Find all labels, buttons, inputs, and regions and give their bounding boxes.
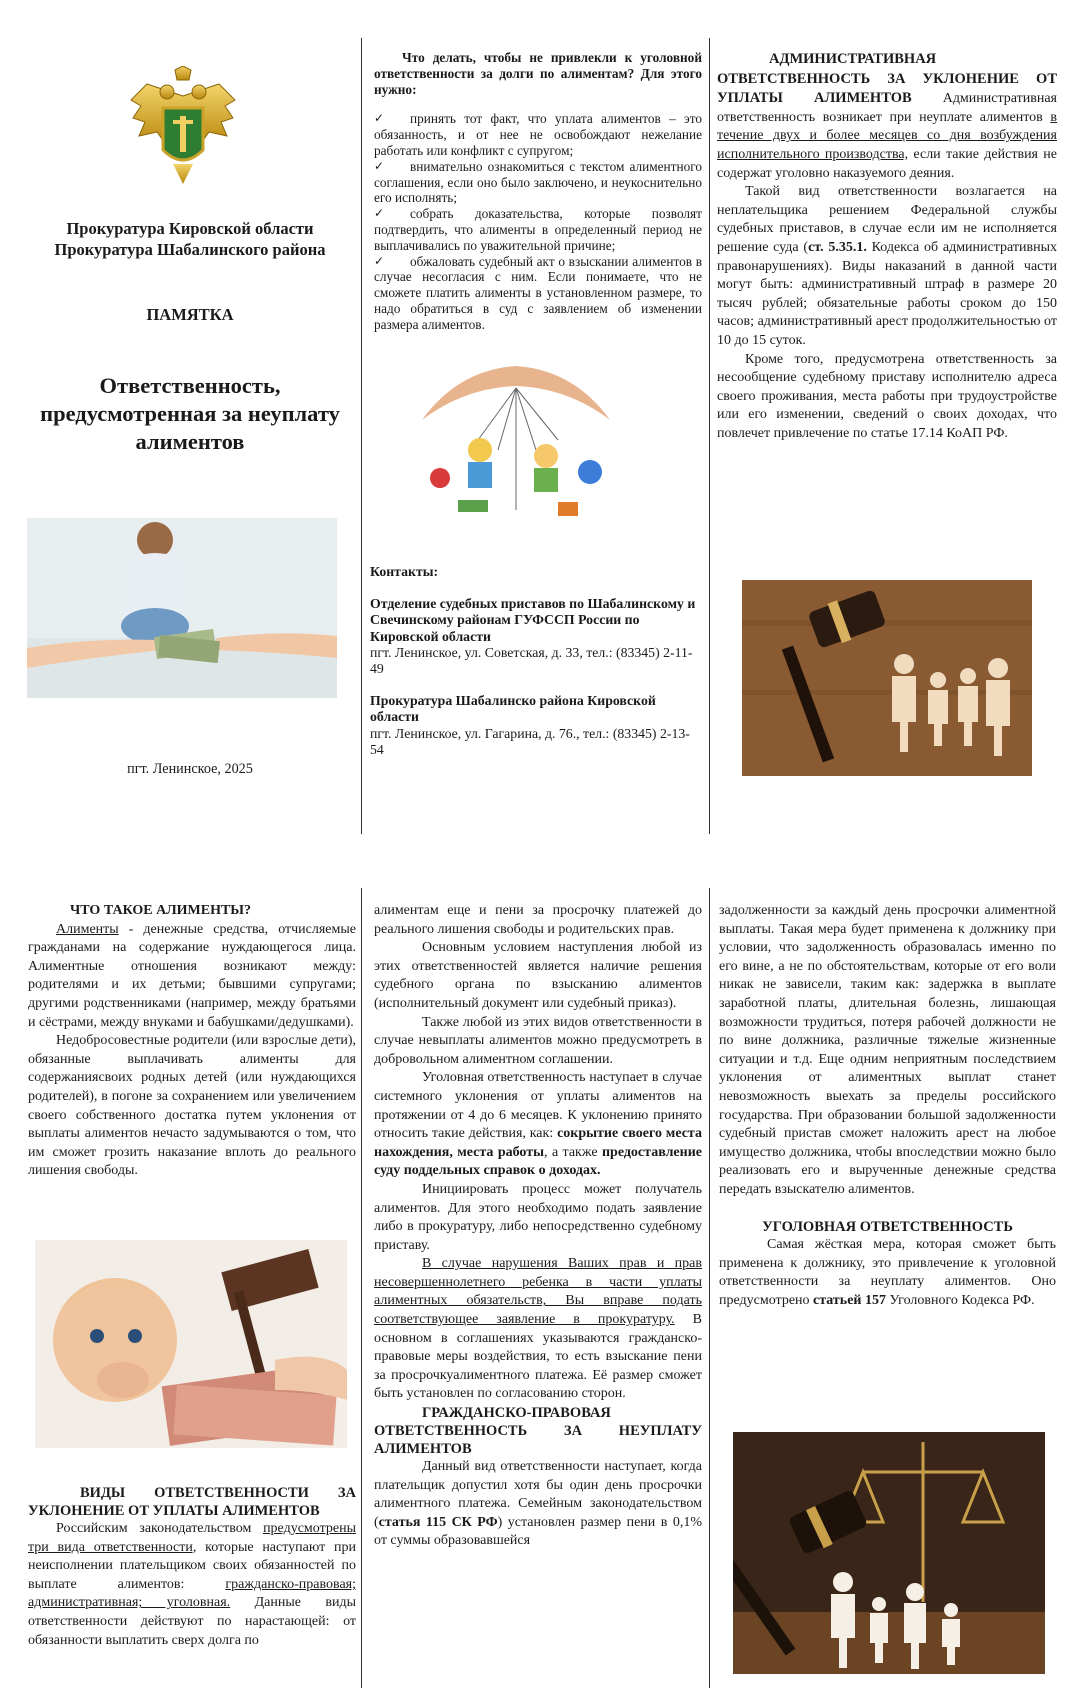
- child-money-photo: [27, 518, 337, 698]
- what-paragraph-2: Недобросовестные родители (или взрослые дети), обязанные выплачивать алименты для содержаниясвоих родных детей (или нуждающихся родителей), в погоне за сохранением или увеличением своего собственного достатка путем уклонения от выплаты алиментов нечасто задумываются о том, что им сможет грозить наказание вплоть до реального лишения свободы.: [28, 1033, 356, 1179]
- middle-paragraph-4: Инициировать процесс может получатель алиментов. Для этого необходимо подать заявление либо в прокуратуру, либо непосредственно судебному приставу.: [374, 1181, 702, 1253]
- middle-paragraph-0: алиментам еще и пени за просрочку платежей до реального лишения свободы и родительских прав.: [374, 903, 702, 937]
- middle-paragraph-5: В случае нарушения Ваших прав и прав несовершеннолетнего ребенка в части уплаты алиментных обязательств, Вы вправе подать соответствующее заявление в прокуратуру. В основном в соглашениях указываются гражданско-правовые меры воздействия, то есть взыскание пени за просрочкуалиментного платежа. Её размер сможет быть установлен по согласованию сторон.: [374, 1256, 702, 1402]
- what-heading: ЧТО ТАКОЕ АЛИМЕНТЫ?: [70, 903, 252, 918]
- civil-heading: ГРАЖДАНСКО-ПРАВОВАЯ ОТВЕТСТВЕННОСТЬ ЗА НЕУПЛАТУ АЛИМЕНТОВ: [374, 1405, 702, 1458]
- org-line-1: Прокуратура Кировской области: [66, 219, 314, 238]
- contact-org-name: Отделение судебных приставов по Шабалинскому и Свечинскому районам ГУФССП России по Кировской области: [370, 596, 696, 644]
- cover-title: Ответственность, предусмотренная за неуплату алиментов: [40, 373, 340, 454]
- column-divider: [709, 888, 710, 1688]
- admin-paragraph-3: Кроме того, предусмотрена ответственность за несообщение судебному приставу исполнителю адреса своего проживания, места работы при трудоустройстве или его изменении, сведений о своих доходах, что повлечет привлечение по статье 17.14 КоАП РФ.: [717, 351, 1057, 441]
- todo-heading: Что делать, чтобы не привлекли к уголовной ответственности за долги по алиментам? Для этого нужно:: [374, 50, 702, 97]
- admin-heading: АДМИНИСТРАТИВНАЯ ОТВЕТСТВЕННОСТЬ ЗА УКЛОНЕНИЕ ОТ УПЛАТЫ АЛИМЕНТОВ: [717, 51, 1057, 107]
- middle-paragraph-1: Основным условием наступления любой из этих ответственностей является наличие решения судебного органа по взысканию алиментов (исполнительный документ или судебный приказ).: [374, 940, 702, 1011]
- contacts-heading: Контакты:: [370, 564, 439, 579]
- middle-paragraph-2: Также любой из этих видов ответственности в случае невыплаты алиментов можно предусмотреть в добровольном алиментном соглашении.: [374, 1014, 702, 1067]
- column-divider: [709, 38, 710, 834]
- types-heading: ВИДЫ ОТВЕТСТВЕННОСТИ ЗА УКЛОНЕНИЕ ОТ УПЛАТЫ АЛИМЕНТОВ: [28, 1485, 356, 1519]
- check-icon: ✓: [374, 253, 385, 268]
- middle-paragraph-3: Уголовная ответственность наступает в случае системного уклонения от уплаты алиментов на протяжении от 4 до 6 месяцев. К уклонению принято относить такие действия, как: сокрытие своего места нахождения, места работы, а также предоставление суду поддельных справок о доходах.: [374, 1070, 702, 1179]
- coat-of-arms-emblem: [127, 66, 239, 186]
- civil-paragraph: Данный вид ответственности наступает, когда плательщик допустил хотя бы один день просрочки алиментного платежа. Семейным законодательством (статья 115 СК РФ) установлен размер пени в 0,1% от суммы образовавшейся: [374, 1459, 702, 1549]
- column-divider: [361, 888, 362, 1688]
- admin-paragraph-1: АДМИНИСТРАТИВНАЯ ОТВЕТСТВЕННОСТЬ ЗА УКЛОНЕНИЕ ОТ УПЛАТЫ АЛИМЕНТОВ Административная ответственность возникает при неуплате алиментов в течение двух и более месяцев со дня возбуждения исполнительного производства, если такие действия не содержат уголовно наказуемого деяния.: [717, 51, 1058, 181]
- criminal-paragraph: Самая жёсткая мера, которая сможет быть применена к должнику, это привлечение к уголовной ответственности за неуплату алиментов. Оно предусмотрено статьей 157 Уголовного Кодекса РФ.: [719, 1237, 1056, 1308]
- memo-label: ПАМЯТКА: [146, 305, 234, 324]
- contact-address: пгт. Ленинское, ул. Советская, д. 33, тел.: (83345) 2-11-49: [370, 644, 693, 677]
- org-line-2: Прокуратура Шабалинского района: [54, 240, 326, 259]
- admin-paragraph-2: Такой вид ответственности возлагается на неплательщика решением Федеральной службы судебных приставов, в случае если им не исполняется решение суда (ст. 5.35.1. Кодекса об административных правонарушениях). Виды наказаний в данной части могут быть: административный штраф в размере 20 тысяч рублей; обязательные работы сроком до 150 часов; административный арест продолжительностью от 10 до 15 суток.: [717, 184, 1057, 348]
- contact-org-name: Прокуратура Шабалинско района Кировской области: [370, 693, 656, 725]
- gavel-family-photo: [742, 580, 1032, 776]
- child-money-hands-photo: [35, 1240, 347, 1448]
- todo-item: ✓ внимательно ознакомиться с текстом алиментного соглашения, если оно было заключено, и неукоснительно его исполнять;: [374, 158, 702, 206]
- what-paragraph-1: Алименты - денежные средства, отчисляемые гражданами на содержание нуждающегося лица. Алиментные отношения возникают между: родителями и их детьми; бывшими супругами; другими родственниками (например, между братьями и сёстрами, между внуками и бабушками/дедушками).: [28, 921, 356, 1030]
- check-icon: ✓: [374, 158, 385, 173]
- check-icon: ✓: [374, 206, 385, 221]
- todo-item: ✓ собрать доказательства, которые позволят подтвердить, что алименты в определенный период не выплачивались по уважительной причине;: [374, 206, 702, 253]
- protective-hands-illustration: [418, 360, 614, 530]
- scales-family-photo: [733, 1432, 1045, 1674]
- check-icon: ✓: [374, 111, 385, 126]
- criminal-heading: УГОЛОВНАЯ ОТВЕТСТВЕННОСТЬ: [762, 1218, 1013, 1235]
- todo-list: [374, 111, 702, 332]
- todo-item: ✓ принять тот факт, что уплата алиментов – это обязанность, и от нее не освобождают нежелание работать или конфликт с супругом;: [374, 111, 702, 158]
- column-divider: [361, 38, 362, 834]
- right-paragraph-0: задолженности за каждый день просрочки алиментной выплаты. Такая мера будет применена к должнику при условии, что задолженность образовалась именно по его вине, а не по обстоятельствам, которые от его воли никак не зависели, таким как: задержка в выплате заработной платы, длительная болезнь, лишающая возможности трудиться, потеря рабочей должности не по вине должника, различные тяжелые жизненные ситуации и т.д. Еще одним неприятным последствием уклонения от алиментных выплат станет невозможность выехать за пределы российского государства. При образовании большой задолженности судебный пристав сможет наложить арест на любое имущество должника, чтобы впоследствии можно было реализовать его и вырученные денежные средства передать взыскателю алиментов.: [719, 903, 1056, 1197]
- cover-footer: пгт. Ленинское, 2025: [127, 761, 253, 777]
- types-paragraph: Российским законодательством предусмотрены три вида ответственности, которые наступают при неисполнении плательщиком своих обязанностей по выплате алиментов: гражданско-правовая; административная; уголовная. Данные виды ответственности действуют по нарастающей: от обязанности выплатить сверх долга по: [28, 1521, 356, 1648]
- todo-item: ✓ обжаловать судебный акт о взыскании алиментов в случае несогласия с ним. Если понимаете, что не сможете платить алименты в установленном размере, то надо обратиться в суд с заявлением об изменении размера алиментов.: [374, 253, 702, 332]
- contact-address: пгт. Ленинское, ул. Гагарина, д. 76., тел.: (83345) 2-13-54: [370, 725, 690, 757]
